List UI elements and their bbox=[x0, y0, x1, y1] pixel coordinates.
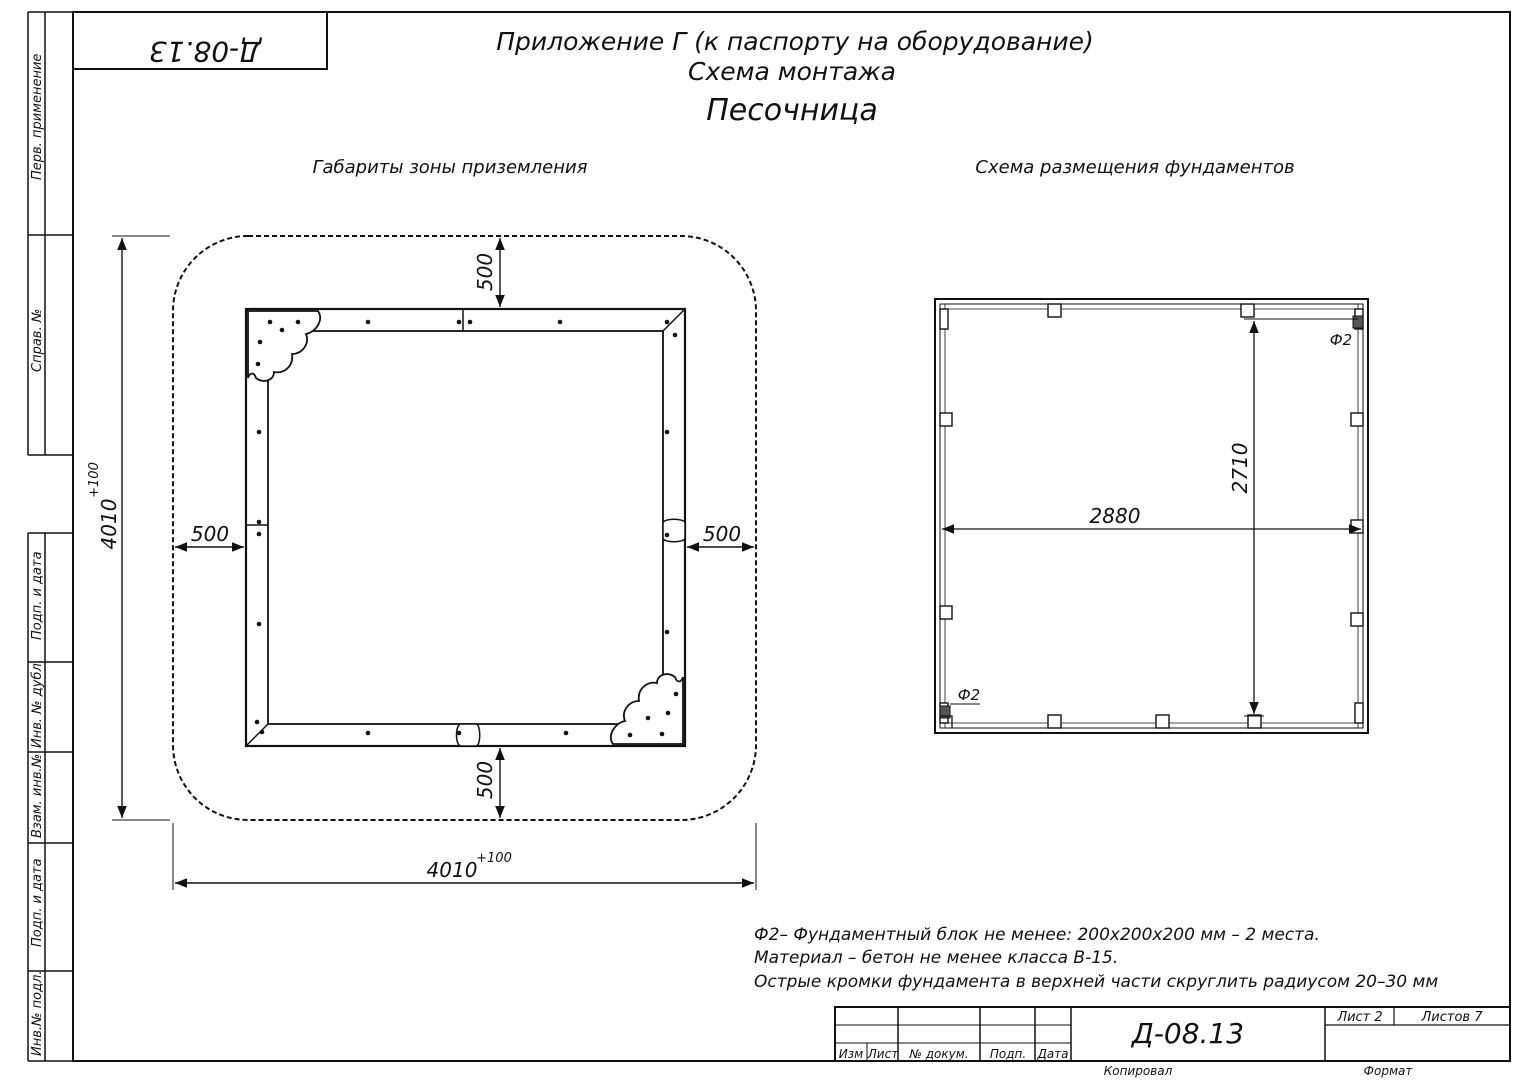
bolt-dots bbox=[255, 320, 679, 738]
side-strip bbox=[28, 12, 73, 1061]
left-view-title: Габариты зоны приземления bbox=[312, 157, 588, 178]
strip-label-2: Справ. № bbox=[30, 308, 45, 372]
title-doc-code: Д-08.13 bbox=[1131, 1017, 1245, 1050]
dim-top-500: 500 bbox=[473, 252, 497, 292]
sandbox-frame bbox=[246, 309, 685, 746]
title-sheet: Лист 2 bbox=[1337, 1010, 1383, 1025]
note-line-1: Ф2– Фундаментный блок не менее: 200х200х200 мм – 2 места. bbox=[754, 925, 1320, 945]
dimension-lines-left bbox=[112, 236, 756, 890]
strip-label-4: Инв. № дубл. bbox=[30, 659, 45, 748]
header-line1: Приложение Г (к паспорту на оборудование) bbox=[496, 27, 1094, 56]
title-col-data: Дата bbox=[1037, 1047, 1069, 1061]
dim-width-2880: 2880 bbox=[1089, 504, 1141, 528]
dim-right-500: 500 bbox=[702, 522, 742, 546]
title-format: Формат bbox=[1363, 1064, 1413, 1078]
title-col-podp: Подп. bbox=[989, 1047, 1027, 1061]
dim-left-500: 500 bbox=[190, 522, 230, 546]
dim-height-2710: 2710 bbox=[1228, 442, 1252, 494]
dimension-lines-right bbox=[942, 319, 1361, 716]
stamp-code: Д-08.13 bbox=[148, 35, 262, 68]
foundation-frame bbox=[935, 299, 1368, 733]
title-sheets: Листов 7 bbox=[1421, 1010, 1483, 1025]
title-col-list: Лист bbox=[867, 1047, 899, 1061]
foundation-label-bottom: Ф2 bbox=[957, 686, 981, 704]
header-line3: Песочница bbox=[706, 93, 878, 128]
side-bump-right bbox=[663, 519, 685, 542]
dim-height-tolerance: +100 bbox=[87, 462, 102, 498]
strip-label-7: Инв.№ подл. bbox=[30, 970, 45, 1056]
note-line-3: Острые кромки фундамента в верхней части скруглить радиусом 20–30 мм bbox=[754, 972, 1439, 992]
dim-bottom-500: 500 bbox=[473, 760, 497, 800]
foundation-label-top: Ф2 bbox=[1329, 331, 1353, 349]
corner-seat-top-left bbox=[248, 311, 320, 381]
dim-width-tolerance: +100 bbox=[476, 851, 512, 866]
title-col-izm: Изм bbox=[838, 1047, 864, 1061]
strip-label-6: Подп. и дата bbox=[30, 858, 45, 947]
title-col-docnum: № докум. bbox=[909, 1047, 969, 1061]
note-line-2: Материал – бетон не менее класса В-15. bbox=[754, 948, 1119, 968]
strip-label-3: Подп. и дата bbox=[30, 551, 45, 640]
post-tabs bbox=[940, 304, 1363, 728]
right-view-title: Схема размещения фундаментов bbox=[975, 157, 1295, 178]
dim-height-4010: 4010 bbox=[97, 498, 121, 550]
corner-seat-bottom-right bbox=[611, 674, 683, 744]
title-copied: Копировал bbox=[1103, 1064, 1173, 1078]
foundation-blocks bbox=[940, 316, 1363, 728]
header-line2: Схема монтажа bbox=[688, 57, 896, 86]
dim-width-4010: 4010 bbox=[426, 858, 478, 882]
strip-label-5: Взам. инв.№ bbox=[30, 753, 45, 838]
strip-label-1: Перв. применение bbox=[30, 53, 45, 180]
